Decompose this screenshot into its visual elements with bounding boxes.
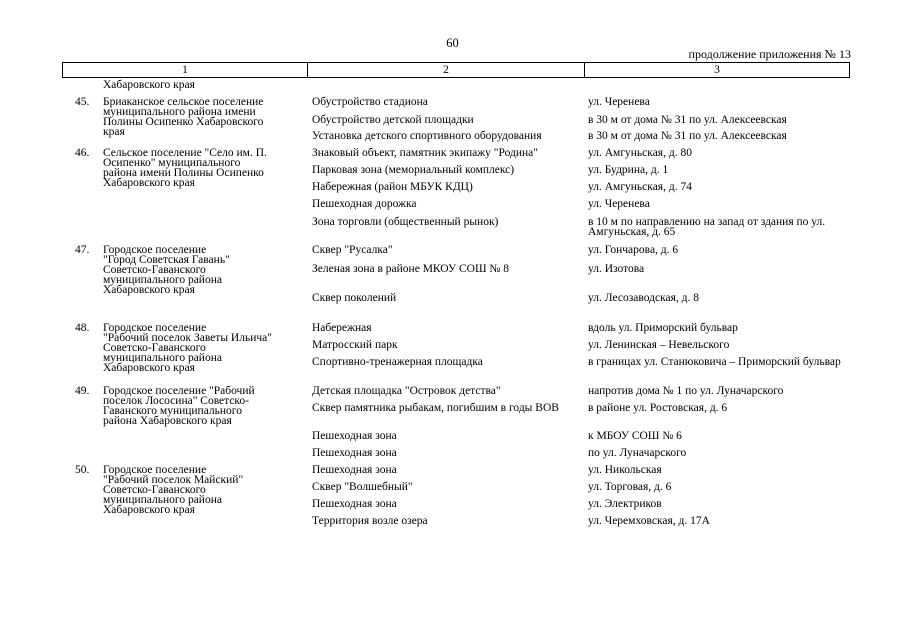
municipality-name-line: Хабаровского края xyxy=(103,362,195,374)
municipality-name-line: Полины Осипенко Хабаровского xyxy=(103,116,264,128)
object-address: в границах ул. Станюковича – Приморский бульвар xyxy=(588,356,841,368)
object-address: к МБОУ СОШ № 6 xyxy=(588,430,682,442)
municipality-name-line: района имени Полины Осипенко xyxy=(103,167,264,179)
municipality-name-line: Хабаровского края xyxy=(103,504,195,516)
continuation-note: продолжение приложения № 13 xyxy=(688,47,851,61)
object-address: ул. Изотова xyxy=(588,263,645,275)
municipality-name-line: района Хабаровского края xyxy=(103,415,232,427)
municipality-name-line: поселок Лососина" Советско- xyxy=(103,395,250,407)
object-name: Пешеходная зона xyxy=(312,464,397,476)
object-address: в 10 м по направлению на запад от здания по ул. Амгуньская, д. 65 xyxy=(588,216,826,238)
object-address: ул. Черенева xyxy=(588,96,650,108)
municipality-name-line: "Рабочий поселок Заветы Ильича" xyxy=(103,332,272,344)
object-address: вдоль ул. Приморский бульвар xyxy=(588,322,738,334)
object-address: ул. Будрина, д. 1 xyxy=(588,164,669,176)
municipality-name-line: края xyxy=(103,126,125,138)
object-name: Сквер "Русалка" xyxy=(312,244,393,256)
object-address: ул. Ленинская – Невельского xyxy=(588,339,730,351)
row-number: 45. xyxy=(75,96,90,108)
object-address: ул. Лесозаводская, д. 8 xyxy=(588,292,699,304)
municipality-name-line: Городское поселение xyxy=(103,464,207,476)
municipality-name-line: муниципального района xyxy=(103,494,222,506)
page-number: 60 xyxy=(446,36,459,50)
object-name: Пешеходная зона xyxy=(312,447,397,459)
object-name: Сквер "Волшебный" xyxy=(312,481,413,493)
municipality-name-line: "Город Советская Гавань" xyxy=(103,254,230,266)
object-name: Знаковый объект, памятник экипажу "Родина" xyxy=(312,147,538,159)
municipality-name-line: Бриаканское сельское поселение xyxy=(103,96,264,108)
object-name: Территория возле озера xyxy=(312,515,428,527)
municipality-name-line: Хабаровского края xyxy=(103,284,195,296)
municipality-name-line: Советско-Гаванского xyxy=(103,264,206,276)
object-name: Зеленая зона в районе МКОУ СОШ № 8 xyxy=(312,263,510,275)
municipality-name-line: Советско-Гаванского xyxy=(103,342,206,354)
object-address: ул. Торговая, д. 6 xyxy=(588,481,672,493)
municipality-name-line: муниципального района xyxy=(103,274,222,286)
object-name: Матросский парк xyxy=(312,339,398,351)
municipality-name-line: муниципального района имени xyxy=(103,106,256,118)
object-address: в районе ул. Ростовская, д. 6 xyxy=(588,402,728,414)
municipality-name-line: Гаванского муниципального xyxy=(103,405,242,417)
object-address: ул. Амгуньская, д. 74 xyxy=(588,181,692,193)
row-number: 46. xyxy=(75,147,90,159)
object-address: в 30 м от дома № 31 по ул. Алексеевская xyxy=(588,114,787,126)
object-name: Сквер поколений xyxy=(312,292,397,304)
object-address: напротив дома № 1 по ул. Луначарского xyxy=(588,385,784,397)
object-name: Детская площадка "Островок детства" xyxy=(312,385,501,397)
municipality-name-line: Сельское поселение "Село им. П. xyxy=(103,147,267,159)
object-name: Спортивно-тренажерная площадка xyxy=(312,356,483,368)
object-address: ул. Черенева xyxy=(588,198,650,210)
municipality-name-line: Осипенко" муниципального xyxy=(103,157,241,169)
object-name: Пешеходная зона xyxy=(312,498,397,510)
object-address: ул. Никольская xyxy=(588,464,662,476)
object-address: ул. Амгуньская, д. 80 xyxy=(588,147,692,159)
object-name: Набережная xyxy=(312,322,372,334)
row-number: 48. xyxy=(75,322,90,334)
municipality-name-line: "Рабочий поселок Майский" xyxy=(103,474,244,486)
object-address: по ул. Луначарского xyxy=(588,447,687,459)
row-number: 47. xyxy=(75,244,90,256)
object-address: в 30 м от дома № 31 по ул. Алексеевская xyxy=(588,130,787,142)
object-name: Пешеходная зона xyxy=(312,430,397,442)
municipality-name-line: муниципального района xyxy=(103,352,222,364)
object-name: Обустройство детской площадки xyxy=(312,114,474,126)
object-name: Парковая зона (мемориальный комплекс) xyxy=(312,164,515,176)
object-name: Обустройство стадиона xyxy=(312,96,428,108)
row-number: 50. xyxy=(75,464,90,476)
carry-over-text: Хабаровского края xyxy=(103,79,195,91)
object-name: Набережная (район МБУК КДЦ) xyxy=(312,181,473,193)
header-col-3: 3 xyxy=(714,64,720,76)
municipality-name-line: Городское поселение xyxy=(103,244,207,256)
municipality-name-line: Городское поселение "Рабочий xyxy=(103,385,255,397)
table-header xyxy=(62,62,850,78)
municipality-name-line: Советско-Гаванского xyxy=(103,484,206,496)
object-name: Зона торговли (общественный рынок) xyxy=(312,216,499,228)
object-address: ул. Гончарова, д. 6 xyxy=(588,244,679,256)
object-name: Установка детского спортивного оборудования xyxy=(312,130,542,142)
municipality-name-line: Городское поселение xyxy=(103,322,207,334)
object-address: ул. Черемховская, д. 17А xyxy=(588,515,710,527)
object-address: ул. Электриков xyxy=(588,498,662,510)
object-name: Сквер памятника рыбакам, погибшим в годы ВОВ xyxy=(312,402,559,414)
header-col-1: 1 xyxy=(182,64,188,76)
header-col-2: 2 xyxy=(443,64,449,76)
object-name: Пешеходная дорожка xyxy=(312,198,417,210)
row-number: 49. xyxy=(75,385,90,397)
municipality-name-line: Хабаровского края xyxy=(103,177,195,189)
